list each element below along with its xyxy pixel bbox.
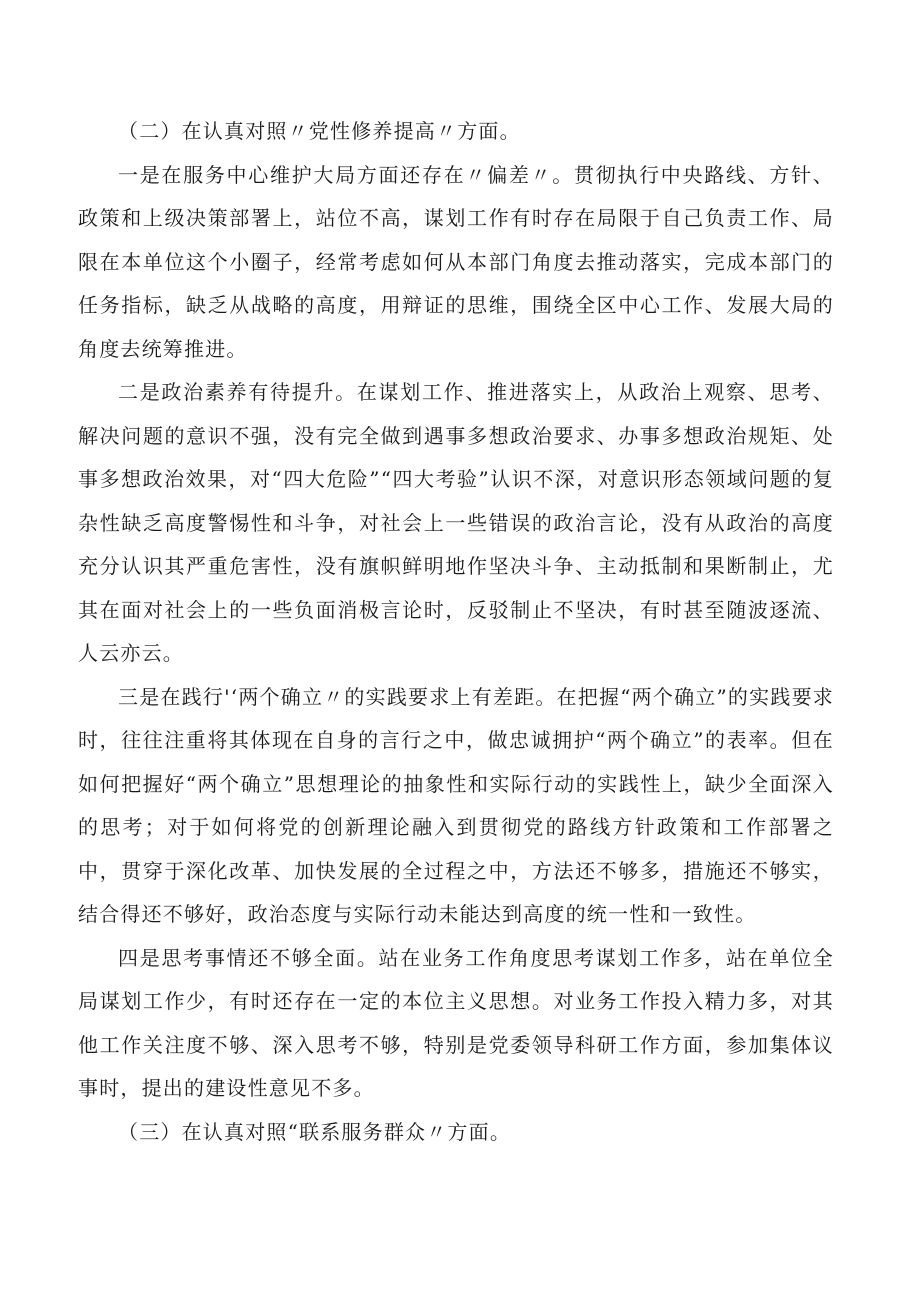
section-heading-2: （二）在认真对照〃党性修养提高〃方面。 bbox=[118, 119, 521, 143]
section-heading-3: （三）在认真对照“联系服务群众〃方面。 bbox=[118, 1119, 512, 1144]
document-body bbox=[78, 110, 834, 1154]
paragraph-4: 四是思考事情还不够全面。站在业务工作角度思考谋划工作多，站在单位全局谋划工作少，有时还存在一定的本位主义思想。对业务工作投入精力多，对其他工作关注度不够、深入思考不够，特别是党委领导科研工作方面，参加集体议事时，提出的建设性意见不多。 bbox=[78, 945, 834, 1100]
paragraph-3: 三是在践行'‘两个确立〃的实践要求上有差距。在把握“两个确立”的实践要求时，往往注重将其体现在自身的言行之中，做忠诚拥护“两个确立”的表率。但在如何把握好“两个确立”思想理论的抽象性和实际行动的实践性上，缺少全面深入的思考；对于如何将党的创新理论融入到贯彻党的路线方针政策和工作部署之中，贯穿于深化改革、加快发展的全过程之中，方法还不够多，措施还不够实，结合得还不够好，政治态度与实际行动未能达到高度的统一性和一致性。 bbox=[78, 684, 834, 926]
paragraph-2: 二是政治素养有待提升。在谋划工作、推进落实上，从政治上观察、思考、解决问题的意识不强，没有完全做到遇事多想政治要求、办事多想政治规矩、处事多想政治效果，对“四大危险”“四大考验”认识不深，对意识形态领域问题的复杂性缺乏高度警惕性和斗争，对社会上一些错误的政治言论，没有从政治的高度充分认识其严重危害性，没有旗帜鲜明地作坚决斗争、主动抵制和果断制止，尤其在面对社会上的一些负面消极言论时，反驳制止不坚决，有时甚至随波逐流、人云亦云。 bbox=[78, 380, 834, 665]
paragraph-1: 一是在服务中心维护大局方面还存在〃偏差〃。贯彻执行中央路线、方针、政策和上级决策部署上，站位不高，谋划工作有时存在局限于自己负责工作、局限在本单位这个小圈子，经常考虑如何从本部门角度去推动落实，完成本部门的任务指标，缺乏从战略的高度，用辩证的思维，围绕全区中心工作、发展大局的角度去统筹推进。 bbox=[78, 162, 834, 361]
